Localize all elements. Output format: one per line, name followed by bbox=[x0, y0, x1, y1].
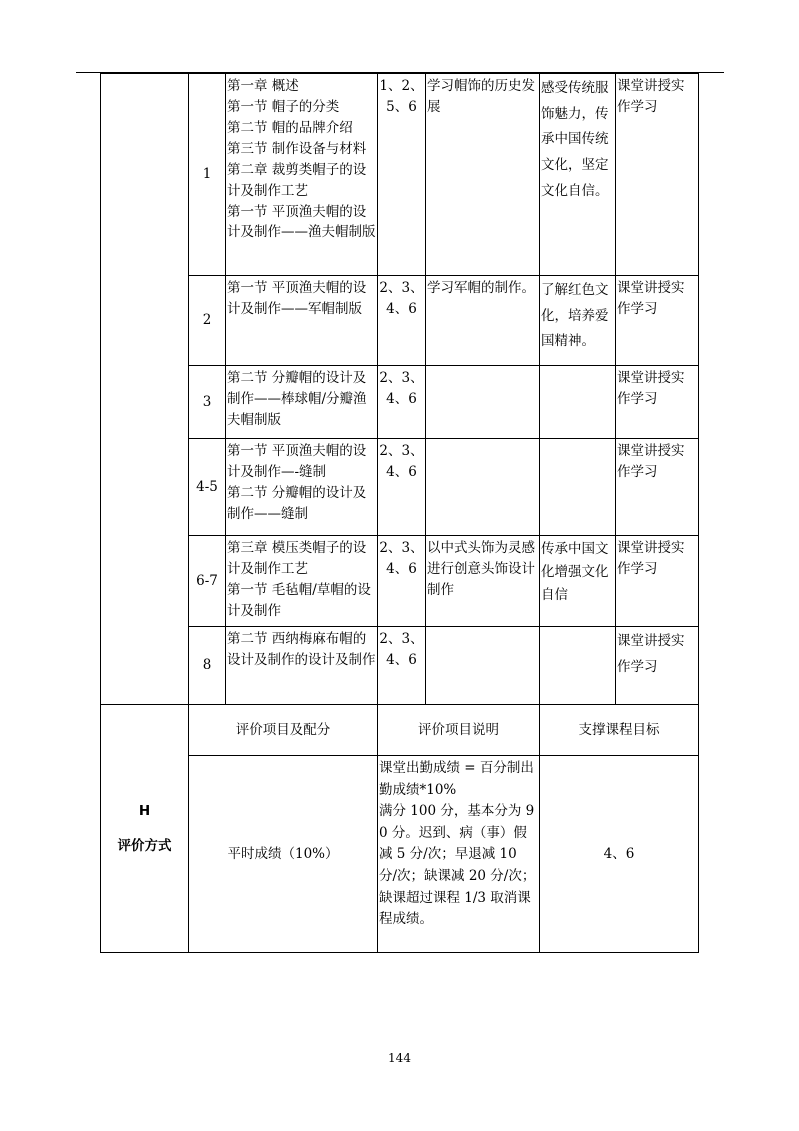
content-line: 第二节 帽的品牌介绍 bbox=[227, 119, 353, 136]
schedule-row bbox=[101, 536, 699, 627]
content-line: 第一节 平顶渔夫帽的设计及制作—-缝制 bbox=[227, 443, 367, 480]
content-line: 第一节 帽子的分类 bbox=[227, 98, 340, 115]
content-line: 第二节 西纳梅麻布帽的设计及制作的设计及制作 bbox=[227, 631, 376, 668]
week-cell: 1 bbox=[189, 74, 226, 276]
content-line: 第三章 模压类帽子的设计及制作工艺 bbox=[227, 540, 367, 577]
objectives-cell: 2、3、4、6 bbox=[378, 536, 426, 627]
objectives-cell: 2、3、4、6 bbox=[378, 439, 426, 536]
page-number: 144 bbox=[388, 1051, 411, 1065]
content-line: 第一章 概述 bbox=[227, 78, 299, 94]
content-line: 第三节 制作设备与材料 bbox=[227, 140, 367, 157]
schedule-row bbox=[101, 366, 699, 439]
schedule-row bbox=[101, 627, 699, 705]
content-cell bbox=[226, 276, 378, 366]
ideology-content-cell: 学习军帽的制作。 bbox=[426, 276, 540, 366]
week-cell: 8 bbox=[189, 627, 226, 705]
eval-header-item: 评价项目及配分 bbox=[189, 705, 378, 756]
week-cell: 6-7 bbox=[189, 536, 226, 627]
schedule-row bbox=[101, 74, 699, 276]
content-line: 第一节 平顶渔夫帽的设计及制作——军帽制版 bbox=[227, 280, 367, 317]
ideology-goal-cell bbox=[540, 366, 616, 439]
content-line: 第二节 分瓣帽的设计及制作——棒球帽/分瓣渔夫帽制版 bbox=[227, 370, 367, 428]
method-cell: 课堂讲授实作学习 bbox=[616, 536, 699, 627]
content-line: 第一节 平顶渔夫帽的设计及制作——渔夫帽制版 bbox=[227, 203, 376, 241]
ideology-goal-cell bbox=[540, 627, 616, 705]
method-cell: 课堂讲授实作学习 bbox=[616, 74, 699, 276]
schedule-row bbox=[101, 276, 699, 366]
evaluation-header-row bbox=[101, 705, 699, 756]
schedule-row bbox=[101, 439, 699, 536]
ideology-content-cell bbox=[426, 366, 540, 439]
section-code: H bbox=[138, 802, 151, 819]
evaluation-row bbox=[101, 756, 699, 953]
objectives-cell: 2、3、4、6 bbox=[378, 276, 426, 366]
eval-header-description: 评价项目说明 bbox=[378, 705, 540, 756]
ideology-goal-cell: 传承中国文化增强文化自信 bbox=[540, 536, 616, 627]
method-cell: 课堂讲授实作学习 bbox=[616, 276, 699, 366]
content-cell bbox=[226, 536, 378, 627]
ideology-content-cell: 以中式头饰为灵感进行创意头饰设计制作 bbox=[426, 536, 540, 627]
eval-description-cell bbox=[378, 756, 540, 953]
week-cell: 3 bbox=[189, 366, 226, 439]
week-cell: 4-5 bbox=[189, 439, 226, 536]
objectives-cell: 1、2、5、6 bbox=[378, 74, 426, 276]
week-cell: 2 bbox=[189, 276, 226, 366]
content-cell bbox=[226, 74, 378, 276]
eval-description-line: 课堂出勤成绩 = 百分制出勤成绩*10% bbox=[379, 760, 534, 798]
content-line: 第二节 分瓣帽的设计及制作——缝制 bbox=[227, 484, 367, 522]
method-cell: 课堂讲授实作学习 bbox=[616, 627, 699, 705]
eval-objectives-cell: 4、6 bbox=[540, 756, 699, 953]
section-title: 评价方式 bbox=[117, 837, 172, 854]
objectives-cell: 2、3、4、6 bbox=[378, 366, 426, 439]
ideology-content-cell: 学习帽饰的历史发展 bbox=[426, 74, 540, 276]
ideology-goal-cell: 了解红色文化，培养爱国精神。 bbox=[540, 276, 616, 366]
objectives-cell: 2、3、4、6 bbox=[378, 627, 426, 705]
eval-description-line: 满分 100 分，基本分为 90 分。迟到、病（事）假减 5 分/次；早退减 10 分/次；缺课减 20 分/次；缺课超过课程 1/3 取消课程成绩。 bbox=[379, 803, 536, 928]
section-cell-empty bbox=[101, 74, 189, 705]
eval-item-cell: 平时成绩（10%） bbox=[189, 756, 378, 953]
eval-header-objectives: 支撑课程目标 bbox=[540, 705, 699, 756]
content-line: 第二章 裁剪类帽子的设计及制作工艺 bbox=[227, 161, 367, 199]
content-cell bbox=[226, 366, 378, 439]
content-line: 第一节 毛毡帽/草帽的设计及制作 bbox=[227, 581, 371, 619]
method-cell: 课堂讲授实作学习 bbox=[616, 439, 699, 536]
evaluation-section-cell bbox=[101, 705, 189, 953]
ideology-content-cell bbox=[426, 439, 540, 536]
ideology-content-cell bbox=[426, 627, 540, 705]
ideology-goal-cell bbox=[540, 439, 616, 536]
ideology-goal-cell: 感受传统服饰魅力，传承中国传统文化，坚定文化自信。 bbox=[540, 74, 616, 276]
syllabus-table bbox=[100, 73, 699, 953]
content-cell bbox=[226, 439, 378, 536]
content-cell bbox=[226, 627, 378, 705]
method-cell: 课堂讲授实作学习 bbox=[616, 366, 699, 439]
